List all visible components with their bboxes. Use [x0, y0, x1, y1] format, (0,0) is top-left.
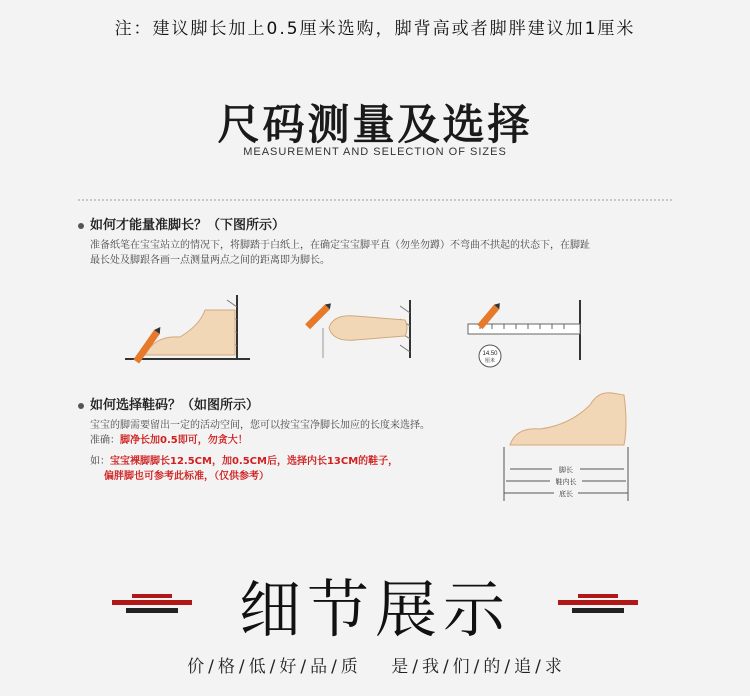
- right-ornament: [558, 592, 638, 618]
- slogan-char: 求: [544, 657, 563, 677]
- foot-length-label: 脚长: [559, 466, 573, 474]
- slogan-char: 追: [514, 657, 533, 677]
- sole-length-label: 底长: [559, 490, 573, 498]
- choose-line-1: 宝宝的脚需要留出一定的活动空间，您可以按宝宝净脚长加应的长度来选择。: [90, 420, 430, 431]
- measure-section-title: [78, 214, 285, 233]
- measure-line-1: 准备纸笔在宝宝站立的情况下，将脚踏于白纸上，在确定宝宝脚平直（勿坐勿蹲）不弯曲不拱起的状态下，在脚趾: [90, 240, 590, 251]
- ruler-value: 14.50: [482, 351, 498, 357]
- page-title: 尺码测量及选择: [217, 100, 533, 149]
- measure-title-text: 如何才能量准脚长？（下图所示）: [90, 218, 286, 233]
- ruler-illustration: [460, 300, 590, 370]
- slogan-char: 质: [340, 657, 359, 677]
- slogan-char: 品: [310, 657, 329, 677]
- measure-line-2: 最长处及脚跟各画一点测量两点之间的距离即为脚长。: [90, 255, 330, 266]
- dotted-divider: [78, 199, 672, 201]
- slogan-char: 是: [391, 657, 410, 677]
- foot-side-illustration: [125, 295, 255, 367]
- page-subtitle: MEASUREMENT AND SELECTION OF SIZES: [243, 146, 507, 158]
- slogan-char: 格: [217, 657, 236, 677]
- slogan-char: 低: [248, 657, 267, 677]
- slogan-char: 价: [187, 657, 206, 677]
- size-notice: 注：建议脚长加上0.5厘米选购，脚背高或者脚胖建议加1厘米: [114, 19, 636, 39]
- slogan-char: 的: [483, 657, 502, 677]
- choose-description: [90, 418, 490, 484]
- choose-example: 如：宝宝裸脚脚长12.5CM，加0.5CM后，选择内长13CM的鞋子，: [90, 456, 399, 467]
- slogan-char: 好: [279, 657, 298, 677]
- slogan-char: 我: [421, 657, 440, 677]
- choose-title-text: 如何选择鞋码？（如图所示）: [90, 398, 260, 413]
- inner-length-label: 鞋内长: [555, 478, 577, 486]
- size-lines-illustration: [500, 385, 640, 510]
- choose-section-title: [78, 394, 259, 413]
- bullet-icon: [78, 403, 84, 409]
- measure-description: [90, 238, 690, 268]
- detail-section-title: 细节展示: [238, 573, 511, 646]
- choose-line-2: 准确：脚净长加0.5即可，勿贪大！: [90, 435, 248, 446]
- bullet-icon: [78, 223, 84, 229]
- choose-example-2: 偏胖脚也可参考此标准，（仅供参考）: [104, 471, 269, 482]
- foot-top-illustration: [305, 300, 420, 362]
- slogan: 价 / 格 / 低 / 好 / 品 / 质 是 / 我 / 们 / 的 / 追 / 求: [187, 657, 563, 677]
- slogan-char: 们: [452, 657, 471, 677]
- ruler-unit: 厘米: [484, 358, 496, 364]
